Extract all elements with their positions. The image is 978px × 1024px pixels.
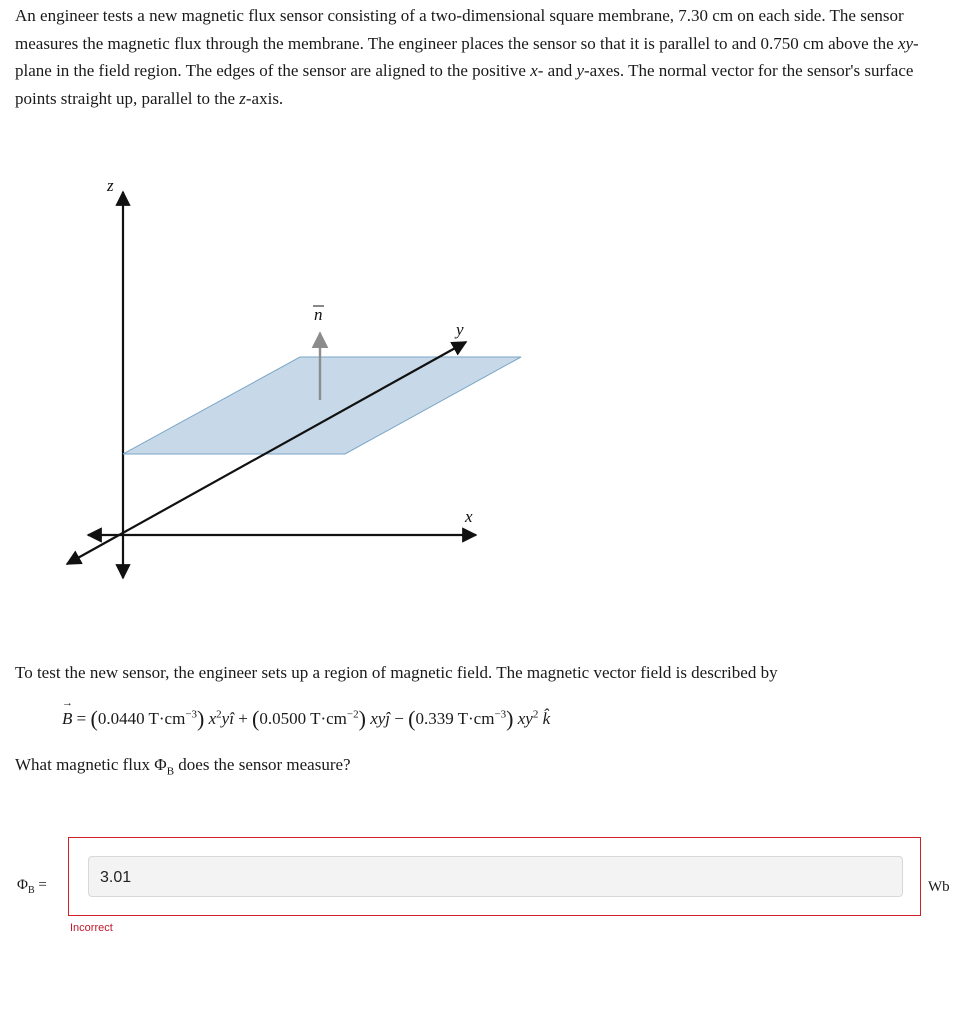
y-axis-label: y [456, 320, 464, 339]
sensor-diagram [0, 160, 560, 600]
axes-figure [0, 160, 560, 600]
vector-b-symbol: B → [62, 697, 73, 728]
answer-input[interactable]: 3.01 [88, 856, 903, 897]
question-text: What magnetic flux $\Phi_B$ does the sensor measure? [15, 755, 351, 778]
answer-container [68, 837, 921, 916]
normal-vector-label: n [314, 305, 323, 324]
answer-status: Incorrect [70, 922, 113, 934]
magnetic-field-equation: B → = (0.0440 $T\cdot cm^{-3}$) $x^2yî + (0.0500$ $T\cdot cm^{-2}$) xyĵ − (0.339 $T\cdot cm^{-3}$) $xy^2$ k̂ [62, 697, 551, 731]
answer-label: $\Phi_B$ = [17, 877, 47, 896]
field-description: To test the new sensor, the engineer sets up a region of magnetic field. The magnetic vector field is described by [15, 663, 778, 682]
sensor-plane [123, 357, 521, 454]
vector-arrow-mark: → [62, 697, 73, 709]
x-axis-label: x [465, 507, 473, 526]
z-axis-label: z [107, 176, 114, 195]
answer-unit: Wb [928, 879, 950, 895]
problem-statement: An engineer tests a new magnetic flux sensor consisting of a two-dimensional square membrane, 7.30 cm on each side. The sensor measures the magnetic flux through the membrane. The engineer places the sensor so that it is parallel to and 0.750 cm above the xy-plane in the field region. The edges of the sensor are aligned to the positive x- and y-axes. The normal vector for the sensor's surface points straight up, parallel to the z-axis. [15, 6, 919, 108]
